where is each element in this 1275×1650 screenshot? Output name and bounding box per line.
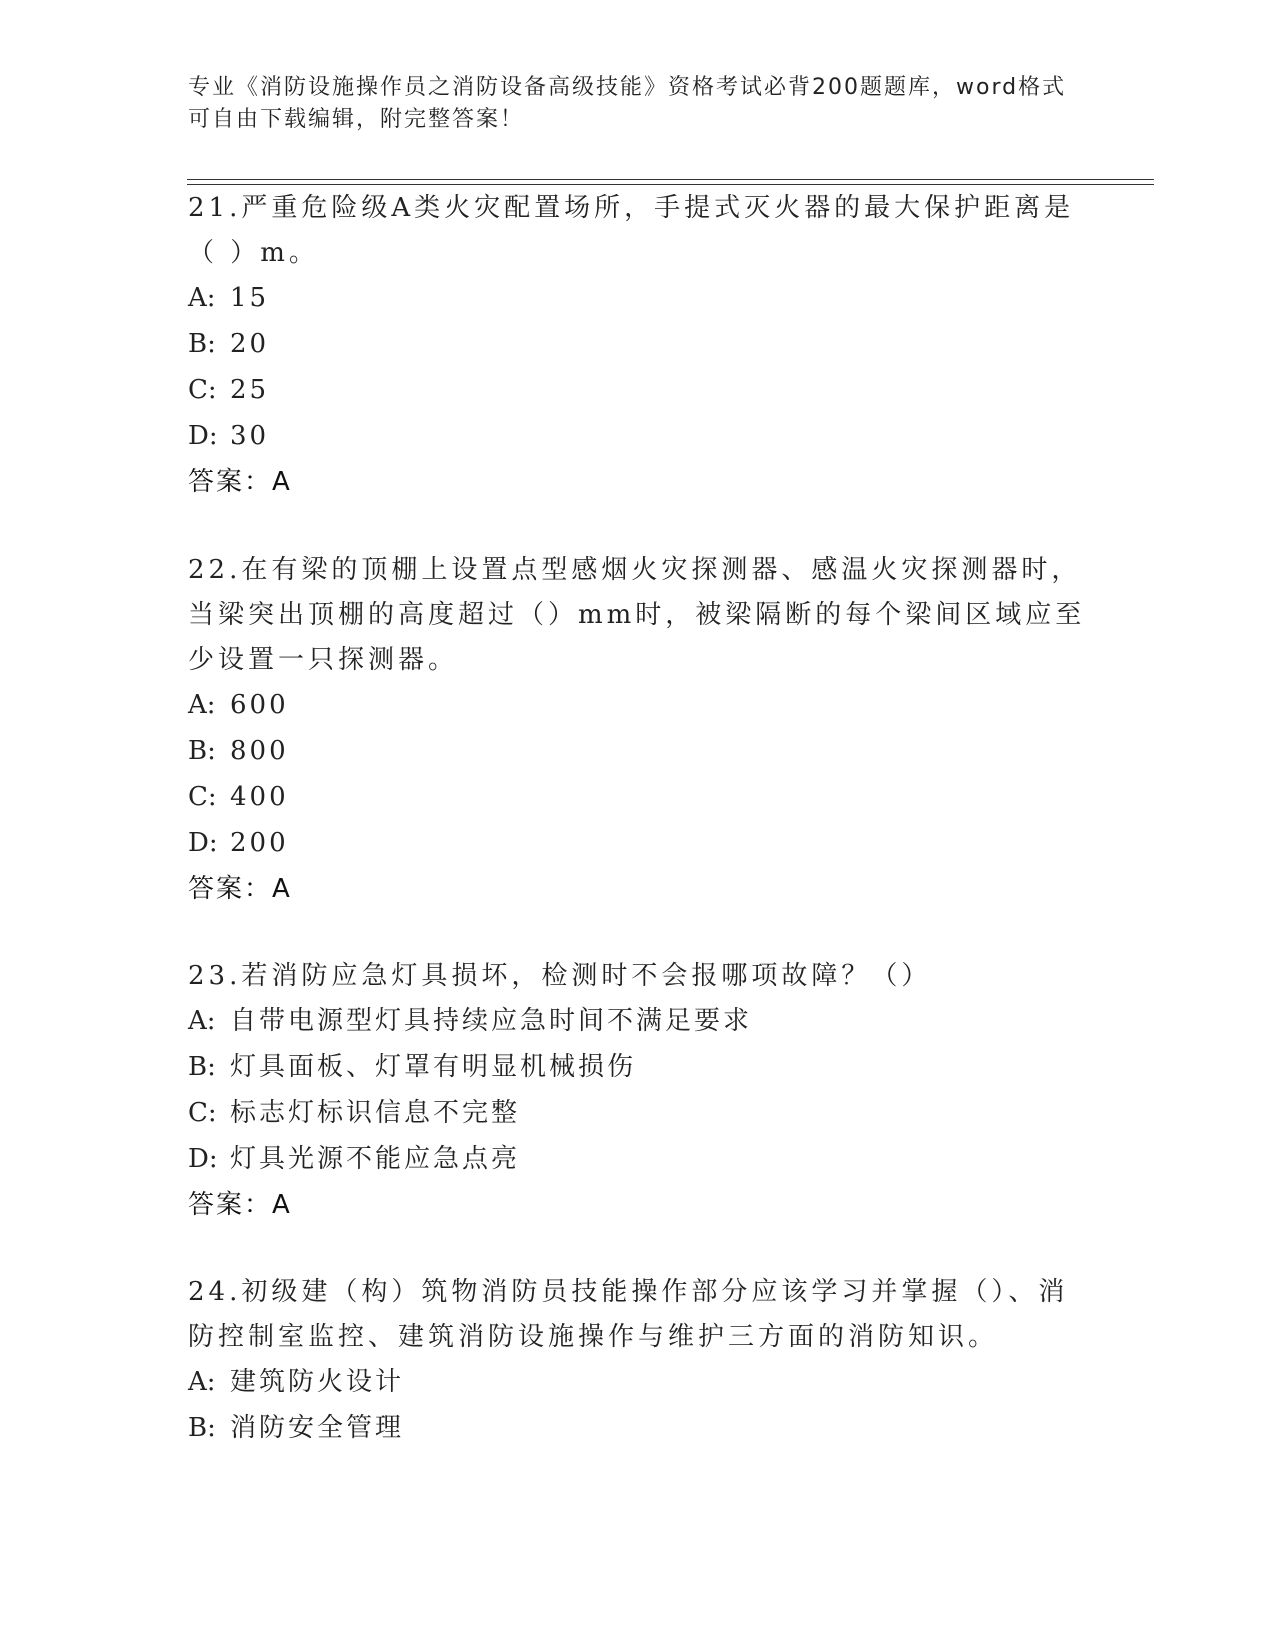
option-d bbox=[188, 821, 1088, 867]
option-c bbox=[188, 368, 1088, 414]
option-text: 标志灯标识信息不完整 bbox=[230, 1098, 521, 1128]
option-c bbox=[188, 1091, 1088, 1137]
option-a bbox=[188, 276, 1088, 322]
option-label: B: bbox=[188, 1413, 216, 1443]
option-text: 20 bbox=[230, 329, 270, 359]
option-label: A: bbox=[188, 1367, 216, 1397]
question-21 bbox=[188, 186, 1088, 506]
option-text: 800 bbox=[230, 736, 289, 766]
answer: 答案：A bbox=[188, 874, 292, 904]
option-text: 消防安全管理 bbox=[230, 1413, 405, 1443]
option-b bbox=[188, 729, 1088, 775]
question-24 bbox=[188, 1270, 1088, 1452]
option-text: 自带电源型灯具持续应急时间不满足要求 bbox=[230, 1006, 753, 1036]
option-text: 400 bbox=[230, 782, 289, 812]
option-label: A: bbox=[188, 690, 216, 720]
option-a bbox=[188, 999, 1088, 1045]
option-b bbox=[188, 1406, 1088, 1452]
header-divider-top bbox=[187, 179, 1154, 180]
question-stem: 24.初级建（构）筑物消防员技能操作部分应该学习并掌握（）、消防控制室监控、建筑消防设施操作与维护三方面的消防知识。 bbox=[188, 1277, 1069, 1352]
option-label: D: bbox=[188, 421, 218, 451]
option-text: 30 bbox=[230, 421, 270, 451]
answer: 答案：A bbox=[188, 467, 292, 497]
option-c bbox=[188, 775, 1088, 821]
option-label: C: bbox=[188, 782, 217, 812]
question-23 bbox=[188, 954, 1088, 1229]
option-b bbox=[188, 322, 1088, 368]
option-label: B: bbox=[188, 736, 216, 766]
option-label: D: bbox=[188, 828, 218, 858]
option-text: 灯具面板、灯罩有明显机械损伤 bbox=[230, 1052, 637, 1082]
option-text: 200 bbox=[230, 828, 289, 858]
option-text: 15 bbox=[230, 283, 270, 313]
question-stem: 21.严重危险级A类火灾配置场所，手提式灭火器的最大保护距离是（ ）m。 bbox=[188, 193, 1075, 268]
option-label: C: bbox=[188, 1098, 217, 1128]
option-label: A: bbox=[188, 1006, 216, 1036]
question-stem: 23.若消防应急灯具损坏，检测时不会报哪项故障？（） bbox=[188, 961, 932, 991]
option-text: 25 bbox=[230, 375, 270, 405]
header-divider-bottom bbox=[187, 184, 1154, 185]
answer: 答案：A bbox=[188, 1190, 292, 1220]
option-d bbox=[188, 1137, 1088, 1183]
option-a bbox=[188, 683, 1088, 729]
option-label: C: bbox=[188, 375, 217, 405]
option-text: 建筑防火设计 bbox=[230, 1367, 405, 1397]
option-label: B: bbox=[188, 329, 216, 359]
option-label: A: bbox=[188, 283, 216, 313]
document-header: 专业《消防设施操作员之消防设备高级技能》资格考试必背200题题库，word格式可自由下载编辑，附完整答案！ bbox=[188, 75, 1067, 132]
option-text: 600 bbox=[230, 690, 289, 720]
option-d bbox=[188, 414, 1088, 460]
question-stem: 22.在有梁的顶棚上设置点型感烟火灾探测器、感温火灾探测器时，当梁突出顶棚的高度超过（）mm时，被梁隔断的每个梁间区域应至少设置一只探测器。 bbox=[188, 555, 1086, 675]
option-a bbox=[188, 1360, 1088, 1406]
option-b bbox=[188, 1045, 1088, 1091]
question-22 bbox=[188, 548, 1088, 913]
option-label: D: bbox=[188, 1144, 218, 1174]
option-text: 灯具光源不能应急点亮 bbox=[230, 1144, 521, 1174]
option-label: B: bbox=[188, 1052, 216, 1082]
